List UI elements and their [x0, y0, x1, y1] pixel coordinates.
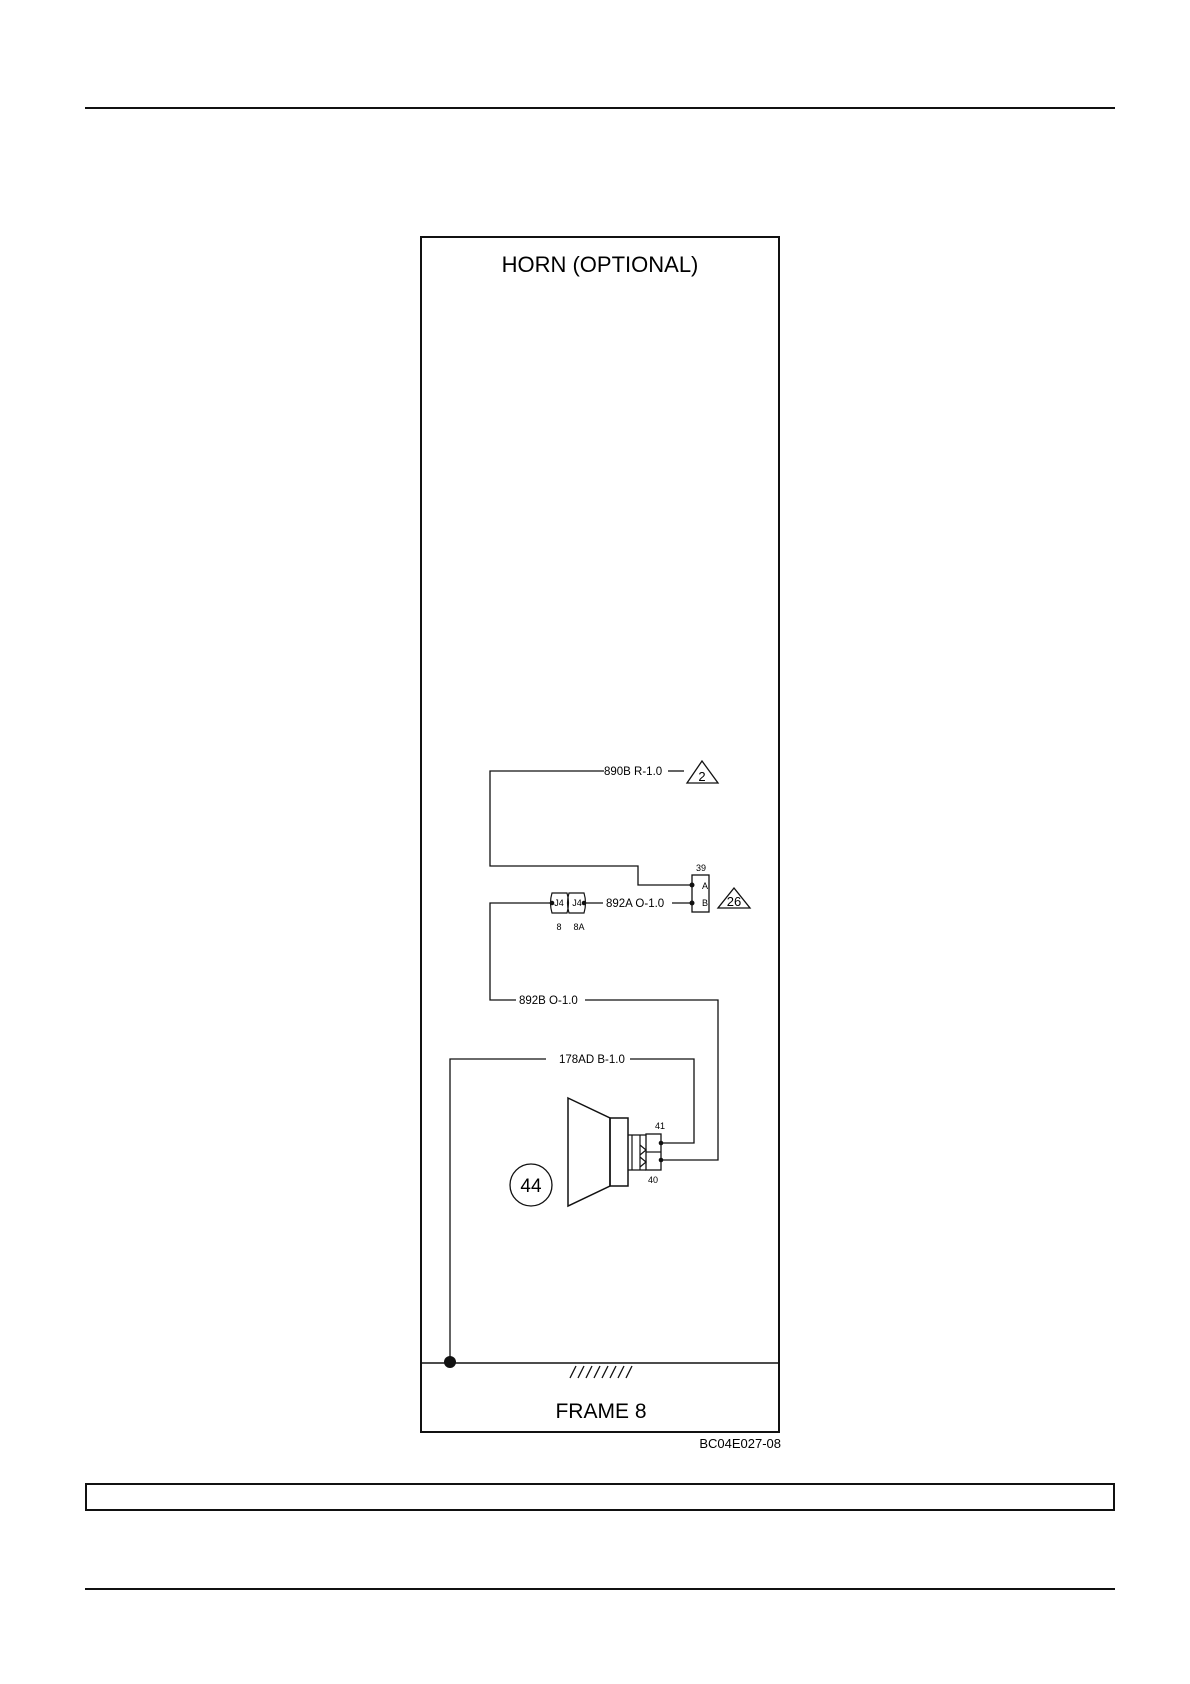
reference-26-label: 26	[726, 894, 742, 909]
horn-pin-40-dot	[659, 1158, 664, 1163]
footer-box	[85, 1483, 1115, 1511]
wire-892a-label: 892A O-1.0	[606, 898, 665, 910]
splice-j4-right-pin: 8A	[573, 922, 585, 932]
wire-890b-label: 890B R-1.0	[604, 766, 663, 778]
splice-dot-right	[582, 901, 587, 906]
figure-reference-code: BC04E027-08	[699, 1436, 781, 1451]
wire-178ad-label: 178AD B-1.0	[559, 1054, 625, 1066]
wire-892b-label: 892B O-1.0	[519, 995, 578, 1007]
connector-39-id: 39	[695, 863, 707, 873]
footer-rule	[85, 1588, 1115, 1590]
horn-connector-40: 40	[648, 1175, 659, 1185]
horn-symbol	[568, 1098, 646, 1206]
wire-892b-right	[585, 1000, 718, 1160]
pin-a-dot	[690, 883, 695, 888]
splice-j4-right-label: J4	[572, 898, 582, 908]
splice-j4-left-pin: 8	[556, 922, 562, 932]
wire-890b	[490, 771, 692, 885]
wire-892b-left	[490, 903, 552, 1000]
diagram-frame	[421, 237, 779, 1432]
connector-39-pin-b: B	[702, 898, 709, 908]
ground-point	[444, 1356, 456, 1368]
frame-label: FRAME 8	[555, 1400, 647, 1423]
ground-hatch	[570, 1366, 632, 1378]
horn-connector-41: 41	[655, 1121, 666, 1131]
reference-2-label: 2	[698, 769, 706, 784]
component-44-label: 44	[520, 1176, 542, 1197]
connector-39-pin-a: A	[702, 881, 709, 891]
splice-j4-left-label: J4	[554, 898, 564, 908]
diagram-title: HORN (OPTIONAL)	[501, 252, 699, 277]
horn-pin-41-dot	[659, 1141, 664, 1146]
wire-178ad-left	[450, 1059, 546, 1362]
